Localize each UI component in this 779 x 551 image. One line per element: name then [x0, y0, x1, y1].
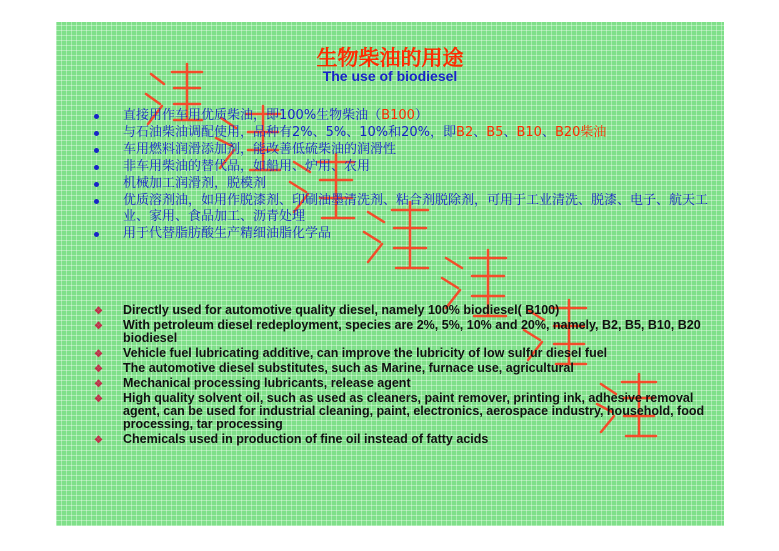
list-item: [94, 108, 714, 124]
highlight-text: B100: [381, 108, 415, 123]
list-item: [94, 392, 719, 431]
dot-icon: [94, 131, 99, 136]
list-item: [94, 226, 714, 242]
dot-icon: [94, 182, 99, 187]
item-text: 车用燃料润滑添加剂，能改善低硫柴油的润滑性: [123, 142, 397, 157]
list-item: [94, 362, 719, 375]
diamond-icon: ❖: [94, 306, 103, 317]
item-text: Directly used for automotive quality diesel, namely 100% biodiesel( B100): [123, 303, 560, 317]
diamond-icon: ❖: [94, 379, 103, 390]
highlight-text: B5: [486, 125, 504, 140]
diamond-icon: ❖: [94, 435, 103, 446]
highlight-text: B20柴油: [554, 125, 607, 140]
item-text: With petroleum diesel redeployment, species are 2%, 5%, 10% and 20%, namely, B2, B5, B10, B20 biodiesel: [123, 318, 701, 345]
list-item: [94, 347, 719, 360]
item-text: 优质溶剂油，如用作脱漆剂、印刷油墨清洗剂、粘合剂脱除剂，可用于工业清洗、脱漆、电子、航天工业、家用、食品加工、沥青处理: [123, 193, 709, 224]
item-text: Vehicle fuel lubricating additive, can improve the lubricity of low sulfur diesel fuel: [123, 346, 608, 360]
item-text: Mechanical processing lubricants, release agent: [123, 376, 411, 390]
list-item: [94, 176, 714, 192]
item-text: 直接用作车用优质柴油，即100%生物柴油（: [123, 108, 382, 123]
page-subtitle: The use of biodiesel: [322, 68, 458, 84]
list-item: [94, 159, 714, 175]
list-item: [94, 304, 719, 317]
watermark-logo: [56, 22, 724, 526]
highlight-text: B2: [456, 125, 474, 140]
dot-icon: [94, 199, 99, 204]
item-text: 与石油柴油调配使用，品种有2%、5%、10%和20%，即: [123, 125, 457, 140]
diamond-icon: ❖: [94, 364, 103, 375]
list-item: [94, 377, 719, 390]
page-title: 生物柴油的用途: [316, 46, 464, 70]
highlight-text: B10: [516, 125, 542, 140]
dot-icon: [94, 148, 99, 153]
list-item: [94, 433, 719, 446]
item-text: The automotive diesel substitutes, such as Marine, furnace use, agricultural: [123, 361, 574, 375]
item-text: 、: [503, 125, 517, 140]
item-text: High quality solvent oil, such as used as cleaners, paint remover, printing ink, adhesive removal agent, can be used for industrial cleaning, paint, electronics, aerospace industry, household, food processing, tar processing: [123, 391, 705, 431]
item-text: 非车用柴油的替代品，如船用、炉用、农用: [123, 159, 371, 174]
item-text: 、: [541, 125, 555, 140]
diamond-icon: ❖: [94, 321, 103, 332]
english-bullet-list: [94, 304, 719, 448]
diamond-icon: ❖: [94, 349, 103, 360]
list-item: [94, 319, 719, 345]
dot-icon: [94, 165, 99, 170]
item-text: 用于代替脂肪酸生产精细油脂化学品: [123, 226, 332, 241]
item-text: Chemicals used in production of fine oil instead of fatty acids: [123, 432, 489, 446]
list-item: [94, 125, 714, 141]
chinese-bullet-list: [94, 108, 714, 243]
list-item: [94, 193, 714, 225]
dot-icon: [94, 114, 99, 119]
item-text: ）: [414, 108, 428, 123]
item-text: 机械加工润滑剂，脱模剂: [123, 176, 267, 191]
diamond-icon: ❖: [94, 394, 103, 405]
slide: [56, 22, 724, 526]
item-text: 、: [473, 125, 487, 140]
dot-icon: [94, 232, 99, 237]
list-item: [94, 142, 714, 158]
